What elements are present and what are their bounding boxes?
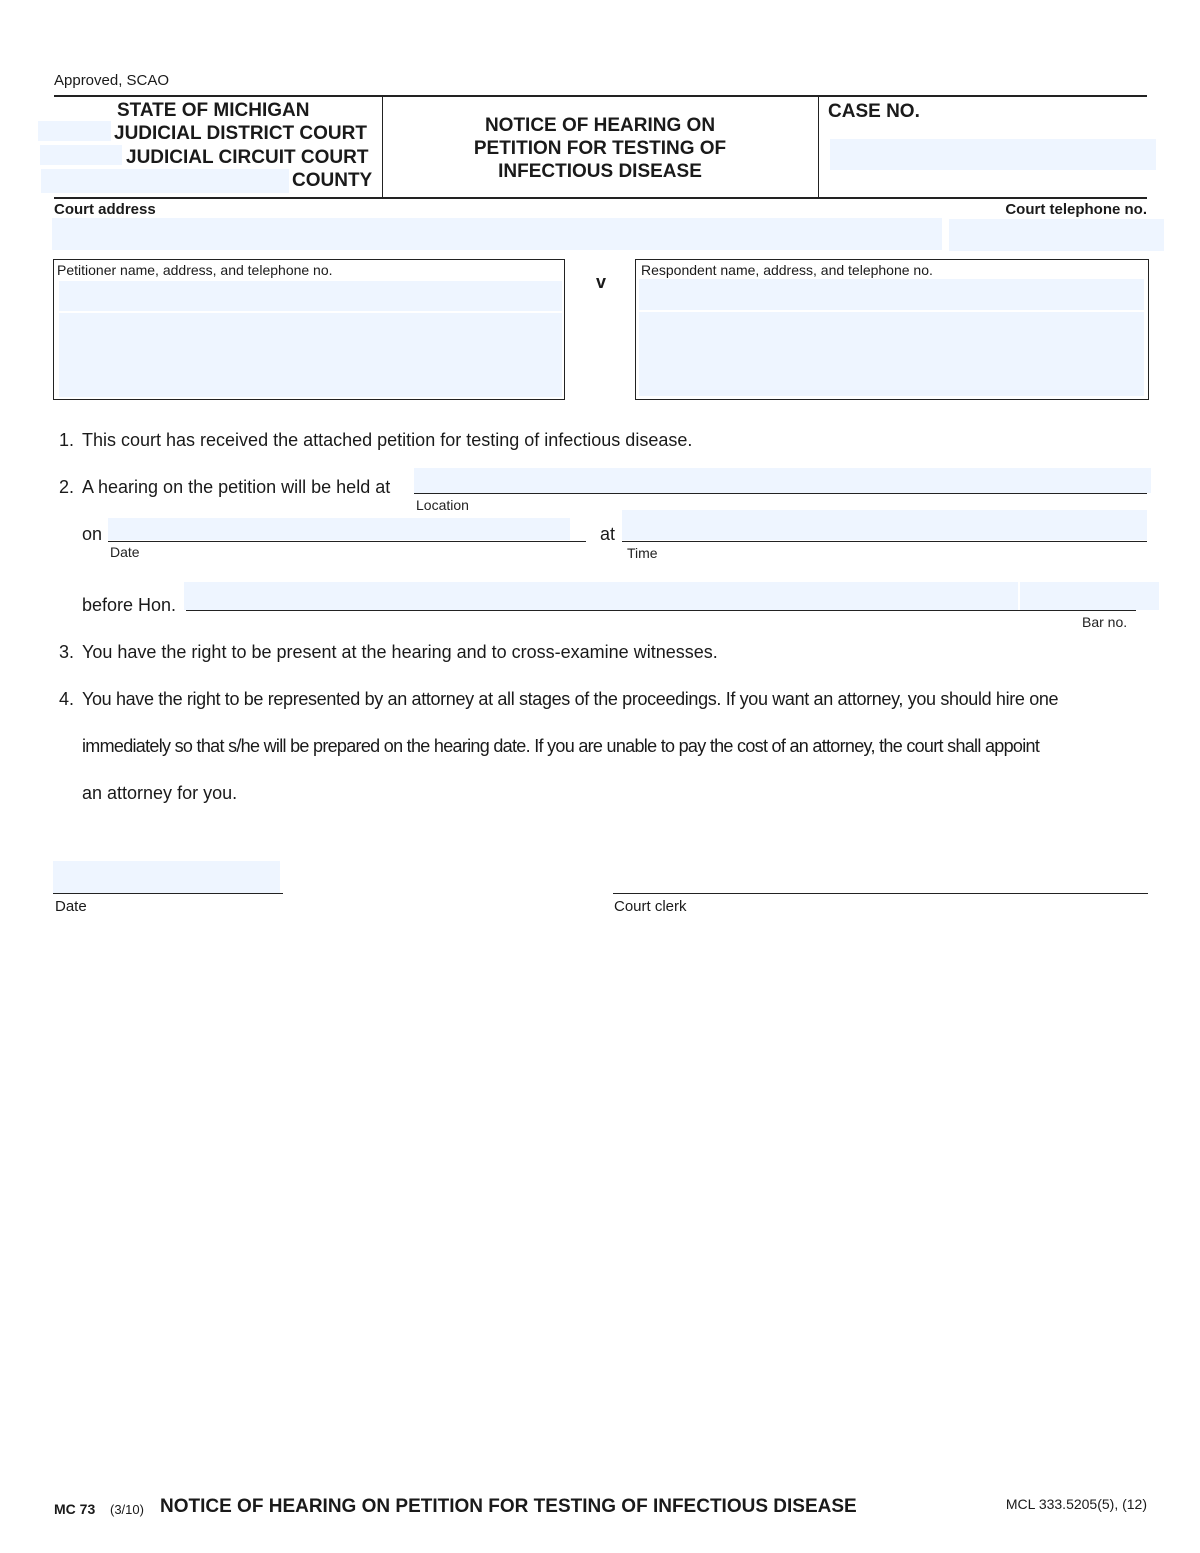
item4-number: 4.	[59, 689, 75, 709]
state-of-michigan: STATE OF MICHIGAN	[117, 100, 310, 121]
bar-no-field[interactable]	[1020, 582, 1159, 610]
item2-text: A hearing on the petition will be held at	[82, 477, 391, 497]
respondent-info-field[interactable]	[639, 312, 1144, 396]
county-label: COUNTY	[292, 170, 373, 191]
form-title	[384, 114, 816, 183]
at-label: at	[600, 524, 616, 544]
time-field[interactable]	[622, 510, 1147, 540]
item3-number: 3.	[59, 642, 75, 662]
signature-date-line	[53, 893, 283, 894]
item4-line2: immediately so that s/he will be prepared on the hearing date. If you are unable to pay the cost of an attorney, the court shall appoint	[82, 736, 1040, 756]
approved-scao: Approved, SCAO	[54, 72, 170, 89]
location-line	[414, 493, 1147, 494]
header-divider-left	[382, 96, 383, 197]
circuit-number-field[interactable]	[40, 145, 122, 165]
respondent-label: Respondent name, address, and telephone no.	[641, 262, 933, 278]
before-hon-label: before Hon.	[82, 595, 177, 615]
court-clerk-label: Court clerk	[614, 898, 687, 915]
form-revision: (3/10)	[110, 1502, 144, 1517]
header-bottom-rule	[54, 197, 1147, 199]
item3-text: You have the right to be present at the hearing and to cross-examine witnesses.	[82, 642, 718, 662]
court-telephone-label: Court telephone no.	[1005, 201, 1147, 218]
form-title-line3: INFECTIOUS DISEASE	[498, 161, 702, 182]
judge-name-field[interactable]	[184, 582, 1018, 610]
case-no-label: CASE NO.	[828, 101, 920, 122]
time-line	[622, 541, 1147, 542]
header-divider-right	[818, 96, 819, 197]
case-no-field[interactable]	[830, 139, 1156, 170]
footer-title: NOTICE OF HEARING ON PETITION FOR TESTING OF INFECTIOUS DISEASE	[160, 1496, 857, 1517]
item4-line1: You have the right to be represented by an attorney at all stages of the proceedings. If you want an attorney, you should hire one	[82, 689, 1059, 709]
respondent-name-field[interactable]	[639, 279, 1144, 310]
item2-number: 2.	[59, 477, 75, 497]
petitioner-name-field[interactable]	[59, 281, 562, 311]
versus-label: v	[596, 272, 607, 292]
court-address-label: Court address	[54, 201, 156, 218]
location-label: Location	[416, 497, 469, 513]
statute-reference: MCL 333.5205(5), (12)	[1005, 1496, 1147, 1512]
bar-no-label: Bar no.	[1082, 614, 1128, 630]
header-top-rule	[54, 95, 1147, 97]
petitioner-label: Petitioner name, address, and telephone no.	[57, 262, 333, 278]
date-field[interactable]	[108, 518, 570, 540]
item4-line3: an attorney for you.	[82, 783, 238, 803]
time-label: Time	[627, 545, 658, 561]
county-name-field[interactable]	[41, 169, 289, 193]
district-court-label: JUDICIAL DISTRICT COURT	[114, 123, 367, 144]
petitioner-info-field[interactable]	[59, 313, 562, 397]
item1-text: This court has received the attached petition for testing of infectious disease.	[82, 430, 693, 450]
court-address-field[interactable]	[52, 218, 942, 250]
form-title-line2: PETITION FOR TESTING OF	[473, 138, 727, 159]
court-clerk-line	[613, 893, 1148, 894]
circuit-court-label: JUDICIAL CIRCUIT COURT	[126, 147, 369, 168]
date-line	[108, 541, 586, 542]
location-field[interactable]	[414, 468, 1151, 493]
form-number: MC 73	[54, 1501, 96, 1517]
form-title-line1: NOTICE OF HEARING ON	[484, 115, 716, 136]
judge-line	[186, 610, 1136, 611]
signature-date-label: Date	[55, 898, 87, 915]
on-label: on	[82, 524, 103, 544]
signature-date-field[interactable]	[53, 861, 280, 894]
date-label: Date	[110, 544, 140, 560]
court-telephone-field[interactable]	[949, 219, 1164, 251]
item1-number: 1.	[59, 430, 75, 450]
district-number-field[interactable]	[38, 121, 111, 141]
